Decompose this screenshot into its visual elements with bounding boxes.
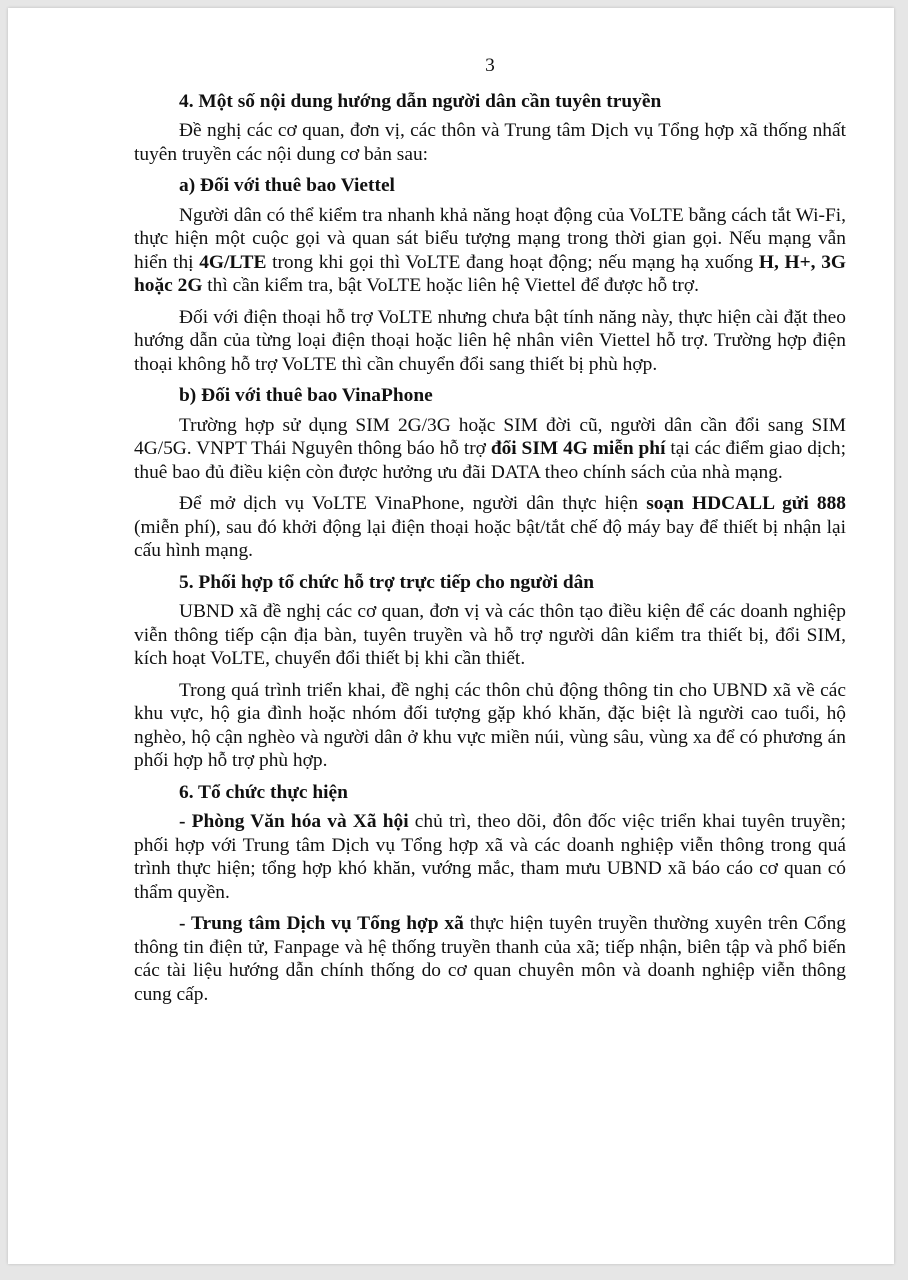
text-run: Trường hợp sử dụng SIM 2G/3G hoặc SIM đời cũ, người dân cần đổi sang SIM 4G/5G. VNPT Thái Nguyên thông báo hỗ trợ <box>134 414 846 459</box>
text-run: chủ trì, theo dõi, đôn đốc việc triển khai tuyên truyền; phối hợp với Trung tâm Dịch vụ Tổng hợp xã và các doanh nghiệp viễn thông trong quá trình thực hiện; tổng hợp khó khăn, vướng mắc, tham mưu UBND xã báo cáo cơ quan có thẩm quyền. <box>134 811 846 903</box>
section-4b-paragraph-1 <box>134 414 846 485</box>
section-4-heading: 4. Một số nội dung hướng dẫn người dân cần tuyên truyền <box>179 90 662 112</box>
bold-text-run: đổi SIM 4G miễn phí <box>490 438 666 459</box>
document-body <box>134 54 846 1014</box>
section-4b-heading: b) Đối với thuê bao VinaPhone <box>179 385 433 406</box>
bold-text-run: - Trung tâm Dịch vụ Tổng hợp xã <box>179 913 464 934</box>
text-run: Người dân có thể kiểm tra nhanh khả năng hoạt động của VoLTE bằng cách tắt Wi-Fi, thực hiện một cuộc gọi và quan sát biểu tượng mạng trong thời gian gọi. Nếu mạng vẫn hiển thị <box>134 204 846 273</box>
section-6-paragraph-2 <box>134 912 846 1006</box>
section-5-paragraph-1: UBND xã đề nghị các cơ quan, đơn vị và các thôn tạo điều kiện để các doanh nghiệp viễn thông tiếp cận địa bàn, tuyên truyền và hỗ trợ người dân kiểm tra thiết bị, đổi SIM, kích hoạt VoLTE, chuyển đổi thiết bị khi cần thiết. <box>134 601 846 669</box>
section-5-paragraph-2: Trong quá trình triển khai, đề nghị các thôn chủ động thông tin cho UBND xã về các khu vực, hộ gia đình hoặc nhóm đối tượng gặp khó khăn, đặc biệt là người cao tuổi, hộ nghèo, hộ cận nghèo và người dân ở khu vực miền núi, vùng sâu, vùng xa để có phương án phối hợp hỗ trợ phù hợp. <box>134 679 846 771</box>
bold-text-run: soạn HDCALL gửi 888 <box>646 493 846 514</box>
text-run: Để mở dịch vụ VoLTE VinaPhone, người dân thực hiện <box>179 493 647 514</box>
text-run: (miễn phí), sau đó khởi động lại điện thoại hoặc bật/tắt chế độ máy bay để thiết bị nhận lại cấu hình mạng. <box>134 516 846 561</box>
section-6-heading: 6. Tổ chức thực hiện <box>179 781 348 803</box>
section-4a-paragraph-2: Đối với điện thoại hỗ trợ VoLTE nhưng chưa bật tính năng này, thực hiện cài đặt theo hướng dẫn của từng loại điện thoại hoặc liên hệ nhân viên Viettel hỗ trợ. Trường hợp điện thoại không hỗ trợ VoLTE thì cần chuyển đổi sang thiết bị phù hợp. <box>134 306 846 375</box>
section-4b-paragraph-2 <box>134 492 846 563</box>
bold-text-run: H, H+, 3G hoặc 2G <box>134 251 846 296</box>
document-page <box>8 8 894 1264</box>
section-6-paragraph-1 <box>134 810 846 904</box>
bold-text-run: - Phòng Văn hóa và Xã hội <box>179 811 409 832</box>
page-number: 3 <box>485 55 495 76</box>
section-4a-paragraph-1 <box>134 204 846 298</box>
section-5-heading: 5. Phối hợp tổ chức hỗ trợ trực tiếp cho người dân <box>179 571 595 593</box>
bold-text-run: 4G/LTE <box>199 251 267 273</box>
text-run: thực hiện tuyên truyền thường xuyên trên Cổng thông tin điện tử, Fanpage và hệ thống truyền thanh của xã; tiếp nhận, biên tập và phổ biến các tài liệu hướng dẫn chính thống do cơ quan chuyên môn và doanh nghiệp viễn thông cung cấp. <box>134 913 846 1005</box>
text-run: trong khi gọi thì VoLTE đang hoạt động; nếu mạng hạ xuống <box>266 251 759 273</box>
section-4a-heading: a) Đối với thuê bao Viettel <box>179 175 395 196</box>
text-run: tại các điểm giao dịch; thuê bao đủ điều kiện còn được hưởng ưu đãi DATA theo chính sách của nhà mạng. <box>134 438 846 483</box>
text-run: thì cần kiểm tra, bật VoLTE hoặc liên hệ Viettel để được hỗ trợ. <box>202 275 699 296</box>
section-4-intro: Đề nghị các cơ quan, đơn vị, các thôn và Trung tâm Dịch vụ Tổng hợp xã thống nhất tuyên truyền các nội dung cơ bản sau: <box>134 120 846 165</box>
